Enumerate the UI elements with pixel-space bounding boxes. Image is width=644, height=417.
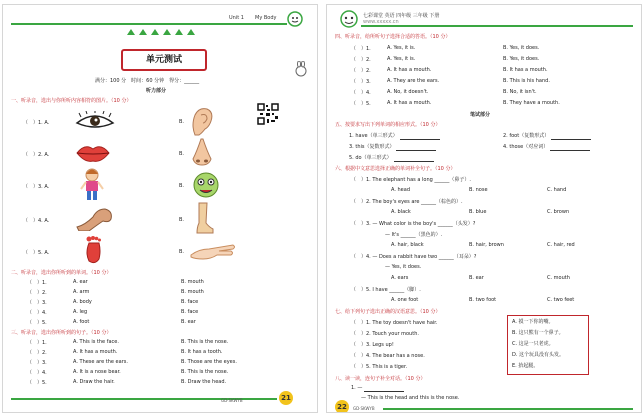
- eye-icon: [75, 111, 115, 135]
- s3-q2-a: A. It has a mouth.: [73, 349, 118, 355]
- s6-q1-c: C. hand: [547, 187, 567, 193]
- s3-q1-a: A. This is the face.: [73, 339, 119, 345]
- s7-opt-c: C. 这是一只老虎。: [512, 341, 554, 347]
- s7-opt-b: B. 这只熊有一个鼻子。: [512, 330, 564, 336]
- section-6-heading: 六、根据中文意思选择正确的单词补全句子。（10 分）: [335, 166, 456, 172]
- s3-q5: （ ）5.: [27, 380, 47, 386]
- s2-q3-a: A. body: [73, 299, 92, 305]
- s7-q5: （ ）5. This is a tiger.: [351, 364, 408, 370]
- s3-q1: （ ）1.: [27, 340, 47, 346]
- lips-icon: [75, 143, 111, 167]
- s4-q6-b: B. They have a mouth.: [503, 100, 560, 106]
- s5-q4: [503, 143, 590, 151]
- s4-q2-b: B. Yes, it does.: [503, 56, 540, 62]
- s6-q3-reply: — It's ______（黑色的）.: [385, 232, 443, 238]
- left-page: [2, 4, 318, 413]
- s2-q4-b: B. face: [181, 309, 199, 315]
- s4-q3: （ ）2.: [351, 68, 371, 74]
- s8-q1: [351, 385, 404, 392]
- s6-q3-a: A. hair, black: [391, 242, 424, 248]
- s6-q2-c: C. brown: [547, 209, 570, 215]
- s3-q5-a: A. Draw the hair.: [73, 379, 115, 385]
- s3-q5-b: B. Draw the head.: [181, 379, 227, 385]
- s6-q4-reply: — Yes, it does.: [385, 264, 422, 270]
- s3-q4-a: A. It is a nose bear.: [73, 369, 121, 375]
- face-icon: [191, 171, 221, 203]
- s6-q4-c: C. mouth: [547, 275, 570, 281]
- s8-a1: — This is the head and this is the nose.: [361, 395, 460, 401]
- s2-q3: （ ）3.: [27, 300, 47, 306]
- s5-q2-blank[interactable]: [551, 133, 591, 140]
- s5-q5-blank[interactable]: [394, 155, 434, 162]
- s6-q3-b: B. hair, brown: [469, 242, 504, 248]
- s4-q1-a: A. Yes, it is.: [387, 45, 416, 51]
- s3-q3-b: B. Those are the eyes.: [181, 359, 237, 365]
- s1-q3-label: （ ）3. A.: [23, 184, 50, 190]
- s7-opt-a: A. 摸一下你的嘴。: [512, 319, 554, 325]
- s6-q2-b: B. blue: [469, 209, 487, 215]
- s4-q5: （ ）4.: [351, 90, 371, 96]
- s5-q2: [503, 132, 591, 140]
- foot-icon: [81, 235, 107, 269]
- s8-q1-text: 1. —: [351, 385, 363, 391]
- header-unit: Unit 1: [229, 15, 244, 21]
- section-8-heading: 八、读一读，连句子补全对话。（10 分）: [335, 376, 426, 382]
- s2-q2-b: B. mouth: [181, 289, 204, 295]
- page-number-left: 21: [279, 391, 293, 405]
- section-5-heading: 五、按要求写出下列单词的相应形式。（10 分）: [335, 122, 441, 128]
- s7-q1: （ ）1. The toy doesn't have hair.: [351, 320, 438, 326]
- s5-q1-text: 1. have（单三形式）: [349, 133, 398, 139]
- header-rule: [11, 23, 287, 25]
- header-series: 七彩课堂 英语 四年级 三年级 下册: [363, 13, 440, 19]
- s4-q2: （ ）2.: [351, 57, 371, 63]
- s5-q4-text: 4. those（对应词）: [503, 144, 549, 150]
- footer-rule-right: [383, 408, 633, 410]
- s1-q1-label: （ ）1. A.: [23, 120, 50, 126]
- s5-q2-text: 2. foot（复数形式）: [503, 133, 550, 139]
- s1-q5-label: （ ）5. A.: [23, 250, 50, 256]
- s7-opt-d: D. 这个玩具没有头发。: [512, 352, 565, 358]
- header-url: www.xxxxx.cn: [363, 19, 399, 25]
- s2-q5-a: A. foot: [73, 319, 90, 325]
- s7-options-box: [507, 315, 589, 375]
- s3-q3-a: A. These are the ears.: [73, 359, 128, 365]
- s1-q1-b: B.: [179, 119, 185, 125]
- page-title-text: 单元测试: [145, 55, 182, 65]
- s5-q5-text: 5. do（单三形式）: [349, 155, 392, 161]
- s3-q3: （ ）3.: [27, 360, 47, 366]
- written-heading: 笔试部分: [470, 112, 491, 118]
- s6-q4: （ ）4. — Does a rabbit have two ______（耳朵）?: [351, 254, 477, 260]
- mascot-icon: [287, 11, 303, 31]
- leg-icon: [189, 201, 215, 239]
- s6-q5-b: B. two foot: [469, 297, 497, 303]
- s1-q2-b: B.: [179, 151, 185, 157]
- s6-q3: （ ）3. — What color is the boy's ______（头发）?: [351, 221, 476, 227]
- s1-q3-b: B.: [179, 183, 185, 189]
- s3-q2: （ ）2.: [27, 350, 47, 356]
- section-3-heading: 三、听录音，选出你所听到的句子。（10 分）: [11, 330, 112, 336]
- page-title: [121, 49, 207, 71]
- s7-q4: （ ）4. The bear has a nose.: [351, 353, 425, 359]
- arm-icon: [75, 205, 115, 235]
- s5-q1-blank[interactable]: [400, 133, 440, 140]
- s4-q1-b: B. Yes, it does.: [503, 45, 540, 51]
- s4-q3-a: A. It has a mouth.: [387, 67, 432, 73]
- s2-q1: （ ）1.: [27, 280, 47, 286]
- girl-icon: [79, 167, 105, 205]
- s6-q1-a: A. head: [391, 187, 410, 193]
- s3-q4-b: B. This is the nose.: [181, 369, 229, 375]
- s6-q2-a: A. black: [391, 209, 411, 215]
- s6-q4-a: A. ears: [391, 275, 409, 281]
- section-1-heading: 一、听录音，选出与你所听内容相符的图片。（10 分）: [11, 98, 132, 104]
- s6-q5: （ ）5. I have ______（脚）.: [351, 287, 421, 293]
- s4-q4: （ ）3.: [351, 79, 371, 85]
- s1-q2-label: （ ）2. A.: [23, 152, 50, 158]
- s4-q6: （ ）5.: [351, 101, 371, 107]
- s5-q3-text: 3. this（复数形式）: [349, 144, 395, 150]
- s4-q4-b: B. This is his hand.: [503, 78, 550, 84]
- s6-q2: （ ）2. The boy's eyes are ______（棕色的）.: [351, 199, 463, 205]
- s7-opt-e: E. 抬起腿。: [512, 363, 539, 369]
- s4-q3-b: B. It has a mouth.: [503, 67, 548, 73]
- s2-q2: （ ）2.: [27, 290, 47, 296]
- s5-q1: [349, 132, 440, 140]
- rabbit-icon: [293, 61, 309, 81]
- score-line: 满分：100 分 时间：60 分钟 得分：______: [95, 78, 200, 84]
- section-2-heading: 二、听录音，选出你所听到的单词。（10 分）: [11, 270, 112, 276]
- s4-q6-a: A. It has a mouth.: [387, 100, 432, 106]
- section-4-heading: 四、听录音，给所听句子选择合适的答语。（10 分）: [335, 34, 451, 40]
- s4-q4-a: A. They are the ears.: [387, 78, 440, 84]
- s4-q2-a: A. Yes, it is.: [387, 56, 416, 62]
- s5-q3: [349, 143, 436, 151]
- s7-q2: （ ）2. Touch your mouth.: [351, 331, 419, 337]
- s6-q1: （ ）1. The elephant has a long ______（鼻子）.: [351, 177, 471, 183]
- s5-q4-blank[interactable]: [550, 144, 590, 151]
- title-decoration: [121, 27, 201, 47]
- s1-q4-b: B.: [179, 217, 185, 223]
- nose-icon: [189, 137, 215, 173]
- page-number-right: 22: [335, 400, 349, 413]
- header-rule-right: [361, 25, 633, 27]
- qr-code-icon: [257, 103, 279, 129]
- s4-q5-b: B. No, it isn't.: [503, 89, 537, 95]
- s2-q3-b: B. face: [181, 299, 199, 305]
- s2-q1-b: B. mouth: [181, 279, 204, 285]
- ear-icon: [189, 105, 215, 141]
- s1-q4-label: （ ）4. A.: [23, 218, 50, 224]
- right-page: [326, 4, 642, 413]
- listening-heading: 听力部分: [146, 88, 167, 94]
- hand-icon: [189, 239, 237, 265]
- s2-q4-a: A. leg: [73, 309, 88, 315]
- header-topic: My Body: [255, 15, 277, 21]
- s2-q4: （ ）4.: [27, 310, 47, 316]
- s4-q1: （ ）1.: [351, 46, 371, 52]
- s2-q5-b: B. ear: [181, 319, 196, 325]
- section-7-heading: 七、给下列句子选出正确的汉语意思。（10 分）: [335, 309, 441, 315]
- s2-q1-a: A. ear: [73, 279, 88, 285]
- s3-q4: （ ）4.: [27, 370, 47, 376]
- s2-q5: （ ）5.: [27, 320, 47, 326]
- s6-q1-b: B. nose: [469, 187, 488, 193]
- s5-q5: [349, 154, 434, 162]
- s6-q5-c: C. two feet: [547, 297, 575, 303]
- footer-code-right: GD·SKWYB: [353, 406, 375, 411]
- s4-q5-a: A. No, it doesn't.: [387, 89, 429, 95]
- brand-logo-icon: [339, 9, 359, 33]
- s3-q2-b: B. It has a tooth.: [181, 349, 223, 355]
- s6-q5-a: A. one foot: [391, 297, 419, 303]
- footer-code: GD·SKWYB: [221, 398, 243, 403]
- s6-q4-b: B. ear: [469, 275, 484, 281]
- s5-q3-blank[interactable]: [396, 144, 436, 151]
- s2-q2-a: A. arm: [73, 289, 90, 295]
- s1-q5-b: B.: [179, 249, 185, 255]
- s7-q3: （ ）3. Legs up!: [351, 342, 394, 348]
- s6-q3-c: C. hair, red: [547, 242, 575, 248]
- s3-q1-b: B. This is the nose.: [181, 339, 229, 345]
- s8-q1-blank[interactable]: [364, 385, 404, 392]
